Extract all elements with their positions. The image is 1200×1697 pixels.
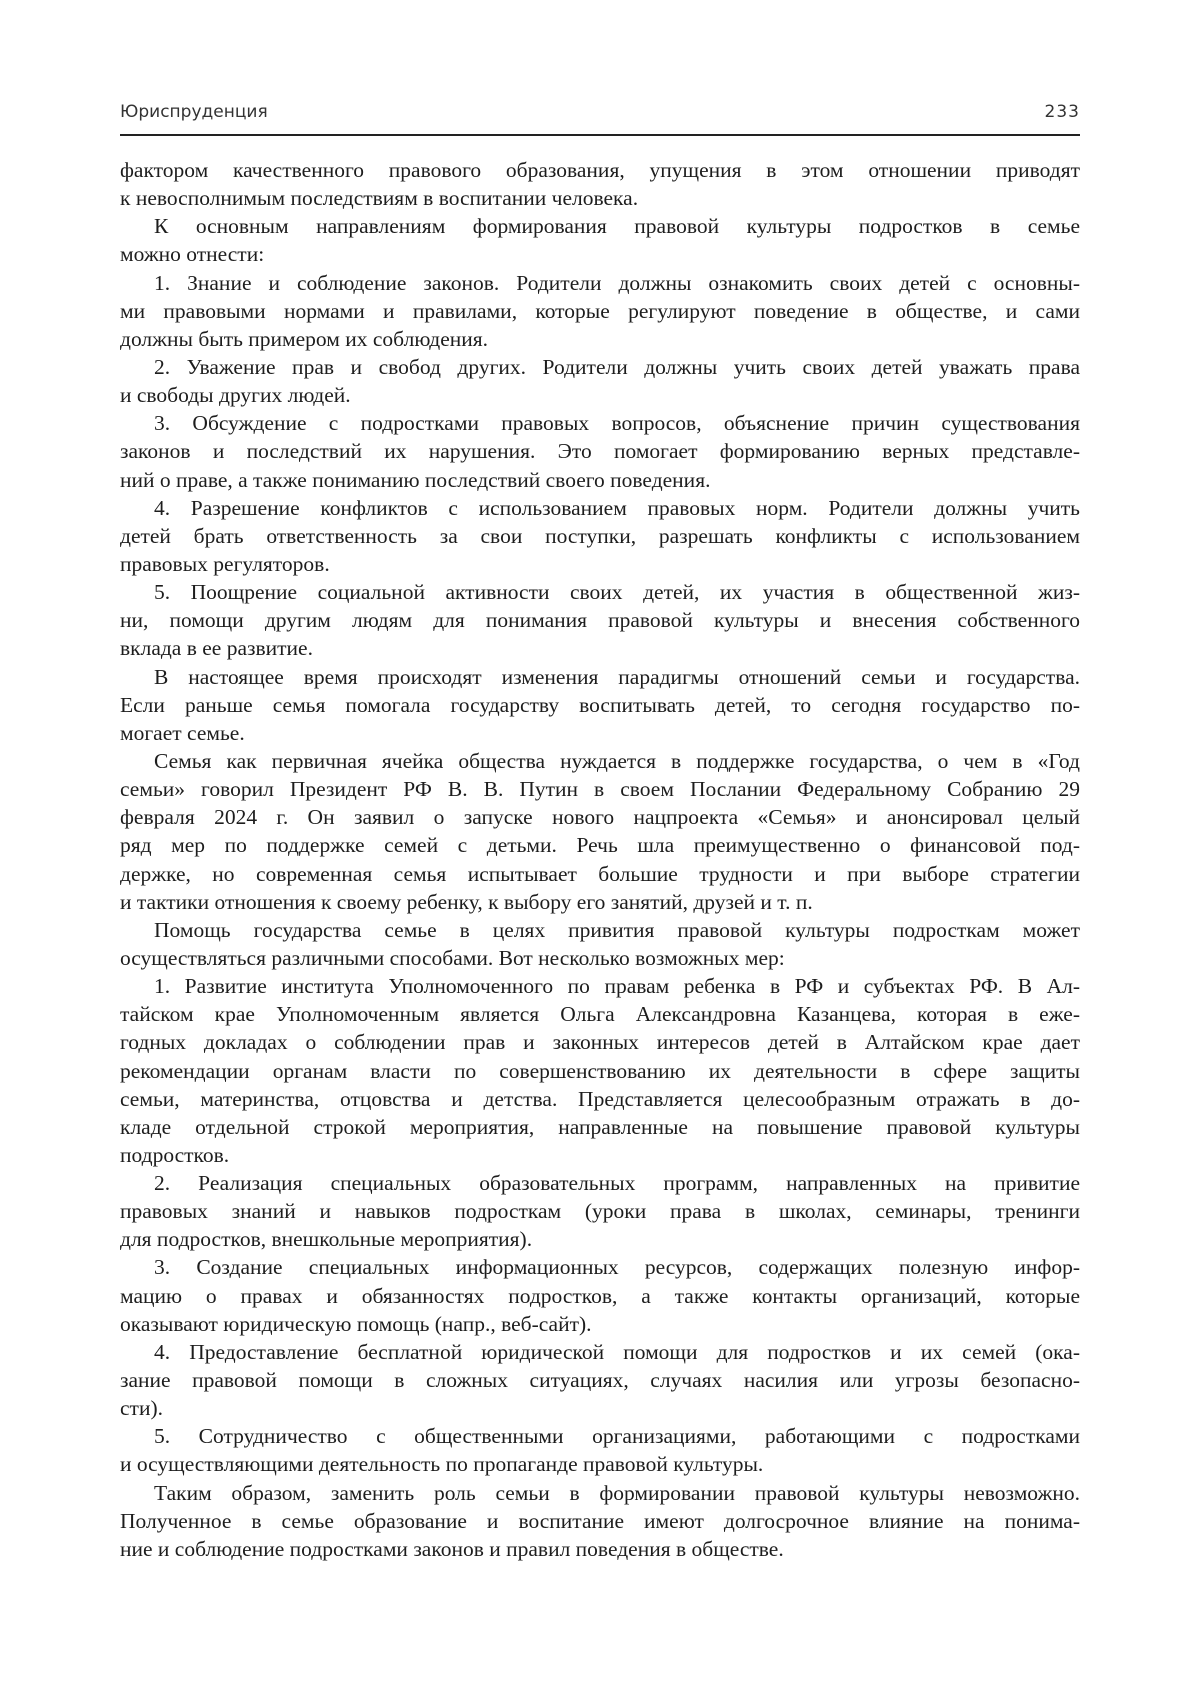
header-rule	[120, 134, 1080, 136]
text-line: ни, помощи другим людям для понимания правовой культуры и внесения собственного	[120, 608, 1080, 633]
text-line: и тактики отношения к своему ребенку, к выбору его занятий, друзей и т. п.	[120, 889, 813, 914]
text-line: годных докладах о соблюдении прав и законных интересов детей в Алтайском крае дает	[120, 1030, 1080, 1055]
text-line: вклада в ее развитие.	[120, 636, 313, 661]
body-text	[120, 156, 1080, 1563]
text-line: февраля 2024 г. Он заявил о запуске нового нацпроекта «Семья» и анонсировал целый	[120, 805, 1080, 830]
paragraph	[120, 916, 1080, 972]
text-line: 1. Знание и соблюдение законов. Родители должны ознакомить своих детей с основны-	[154, 270, 1080, 295]
section-title: Юриспруденция	[120, 102, 268, 122]
text-line: тайском крае Уполномоченным является Ольга Александровна Казанцева, которая в еже-	[120, 1002, 1080, 1027]
text-line: ние и соблюдение подростками законов и правил поведения в обществе.	[120, 1536, 784, 1561]
text-line: 3. Создание специальных информационных ресурсов, содержащих полезную инфор-	[154, 1255, 1080, 1280]
text-line: должны быть примером их соблюдения.	[120, 326, 489, 351]
text-line: Если раньше семья помогала государству воспитывать детей, то сегодня государство по-	[120, 692, 1080, 717]
running-header	[120, 102, 1080, 126]
paragraph	[120, 1169, 1080, 1253]
text-line: 4. Разрешение конфликтов с использованием правовых норм. Родители должны учить	[154, 495, 1080, 520]
text-line: подростков.	[120, 1142, 230, 1167]
text-line: Полученное в семье образование и воспитание имеют долгосрочное влияние на понима-	[120, 1508, 1080, 1533]
paragraph	[120, 156, 1080, 212]
text-line: для подростков, внешкольные мероприятия).	[120, 1227, 533, 1252]
paragraph	[120, 212, 1080, 268]
text-line: К основным направлениям формирования правовой культуры подростков в семье	[154, 214, 1080, 239]
paragraph	[120, 578, 1080, 662]
text-line: мацию о правах и обязанностях подростков, а также контакты организаций, которые	[120, 1283, 1080, 1308]
paragraph	[120, 409, 1080, 493]
paragraph	[120, 1338, 1080, 1422]
text-line: 2. Уважение прав и свобод других. Родители должны учить своих детей уважать права	[154, 354, 1080, 379]
paragraph	[120, 1253, 1080, 1337]
page-number: 233	[1044, 102, 1080, 122]
text-line: 4. Предоставление бесплатной юридической помощи для подростков и их семей (ока-	[154, 1339, 1080, 1364]
text-line: 5. Сотрудничество с общественными организациями, работающими с подростками	[154, 1424, 1080, 1449]
text-line: кладе отдельной строкой мероприятия, направленные на повышение правовой культуры	[120, 1114, 1080, 1139]
text-line: и свободы других людей.	[120, 383, 351, 408]
text-line: законов и последствий их нарушения. Это помогает формированию верных представле-	[120, 439, 1080, 464]
paragraph	[120, 663, 1080, 747]
text-line: оказывают юридическую помощь (напр., веб-сайт).	[120, 1311, 592, 1336]
text-line: правовых регуляторов.	[120, 551, 330, 576]
text-line: 3. Обсуждение с подростками правовых вопросов, объяснение причин существования	[154, 411, 1080, 436]
text-line: фактором качественного правового образования, упущения в этом отношении приводят	[120, 158, 1080, 182]
text-line: ний о праве, а также пониманию последствий своего поведения.	[120, 467, 711, 492]
text-line: семьи, материнства, отцовства и детства. Представляется целесообразным отражать в до-	[120, 1086, 1080, 1111]
paragraph	[120, 353, 1080, 409]
paragraph	[120, 747, 1080, 916]
text-line: ми правовыми нормами и правилами, которые регулируют поведение в обществе, и сами	[120, 298, 1080, 323]
text-line: детей брать ответственность за свои поступки, разрешать конфликты с использованием	[120, 523, 1080, 548]
text-line: к невосполнимым последствиям в воспитании человека.	[120, 186, 639, 211]
text-line: осуществляться различными способами. Вот несколько возможных мер:	[120, 945, 785, 970]
paragraph	[120, 1479, 1080, 1563]
text-line: и осуществляющими деятельность по пропаганде правовой культуры.	[120, 1452, 764, 1477]
text-line: сти).	[120, 1396, 163, 1421]
text-line: Помощь государства семье в целях привития правовой культуры подросткам может	[154, 917, 1080, 942]
paragraph	[120, 1422, 1080, 1478]
text-line: можно отнести:	[120, 242, 265, 267]
text-line: 5. Поощрение социальной активности своих детей, их участия в общественной жиз-	[154, 580, 1080, 605]
paragraph	[120, 494, 1080, 578]
text-line: Семья как первичная ячейка общества нуждается в поддержке государства, о чем в «Год	[154, 748, 1080, 773]
text-line: 1. Развитие института Уполномоченного по правам ребенка в РФ и субъектах РФ. В Ал-	[154, 974, 1080, 999]
text-line: семьи» говорил Президент РФ В. В. Путин в своем Послании Федеральному Собранию 29	[120, 777, 1080, 802]
paragraph	[120, 269, 1080, 353]
text-line: зание правовой помощи в сложных ситуациях, случаях насилия или угрозы безопасно-	[120, 1368, 1080, 1393]
text-line: 2. Реализация специальных образовательных программ, направленных на привитие	[154, 1171, 1080, 1196]
text-line: могает семье.	[120, 720, 245, 745]
text-line: Таким образом, заменить роль семьи в формировании правовой культуры невозможно.	[154, 1480, 1080, 1505]
text-line: В настоящее время происходят изменения парадигмы отношений семьи и государства.	[154, 664, 1080, 689]
text-line: ряд мер по поддержке семей с детьми. Речь шла преимущественно о финансовой под-	[120, 833, 1080, 858]
text-line: рекомендации органам власти по совершенствованию их деятельности в сфере защиты	[120, 1058, 1080, 1083]
paragraph	[120, 972, 1080, 1169]
text-line: правовых знаний и навыков подросткам (уроки права в школах, семинары, тренинги	[120, 1199, 1080, 1224]
text-line: держке, но современная семья испытывает большие трудности и при выборе стратегии	[120, 861, 1080, 886]
